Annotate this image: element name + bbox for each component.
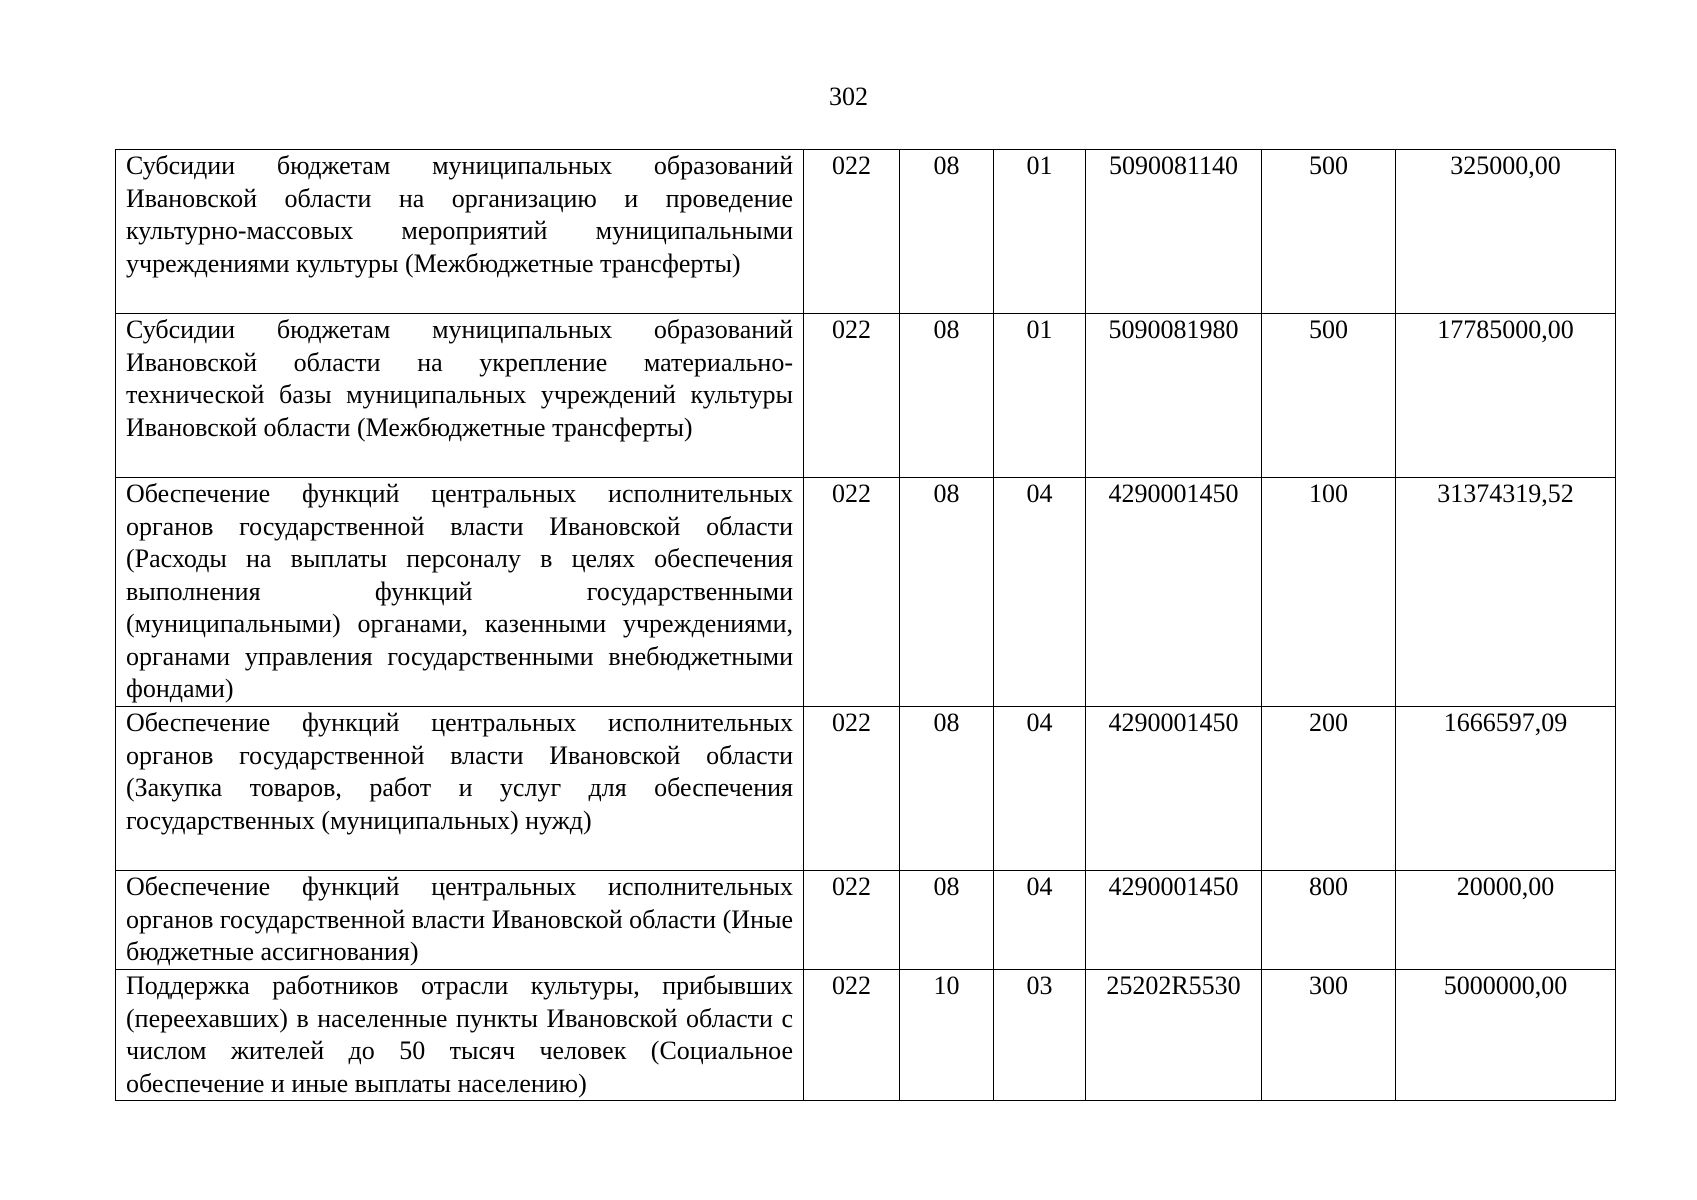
row-section-code: 08: [900, 871, 994, 970]
row-expense-type: 300: [1262, 970, 1396, 1101]
table-row: [116, 314, 1616, 478]
row-amount: 5000000,00: [1396, 970, 1616, 1101]
row-section-code: 08: [900, 150, 994, 314]
row-ministry-code: 022: [804, 150, 900, 314]
row-expense-type: 100: [1262, 478, 1396, 707]
table-row: [116, 478, 1616, 707]
row-description: Субсидии бюджетам муниципальных образований Ивановской области на организацию и проведение культурно-массовых мероприятий муниципальными учреждениями культуры (Межбюджетные трансферты): [116, 150, 804, 314]
row-amount: 17785000,00: [1396, 314, 1616, 478]
row-target-code: 4290001450: [1086, 871, 1262, 970]
row-section-code: 10: [900, 970, 994, 1101]
row-section-code: 08: [900, 478, 994, 707]
row-target-code: 4290001450: [1086, 478, 1262, 707]
row-description: Обеспечение функций центральных исполнительных органов государственной власти Ивановской области (Расходы на выплаты персоналу в целях обеспечения выполнения функций государственными (муниципальными) органами, казенными учреждениями, органами управления государственными внебюджетными фондами): [116, 478, 804, 707]
row-ministry-code: 022: [804, 478, 900, 707]
row-amount: 31374319,52: [1396, 478, 1616, 707]
table-row: [116, 970, 1616, 1101]
row-target-code: 5090081140: [1086, 150, 1262, 314]
row-description: Обеспечение функций центральных исполнительных органов государственной власти Ивановской области (Закупка товаров, работ и услуг для обеспечения государственных (муниципальных) нужд): [116, 707, 804, 871]
row-subsection-code: 03: [994, 970, 1086, 1101]
table-row: [116, 871, 1616, 970]
row-description: Обеспечение функций центральных исполнительных органов государственной власти Ивановской области (Иные бюджетные ассигнования): [116, 871, 804, 970]
row-subsection-code: 04: [994, 707, 1086, 871]
row-ministry-code: 022: [804, 314, 900, 478]
row-subsection-code: 01: [994, 314, 1086, 478]
row-subsection-code: 04: [994, 871, 1086, 970]
row-section-code: 08: [900, 314, 994, 478]
row-section-code: 08: [900, 707, 994, 871]
row-ministry-code: 022: [804, 970, 900, 1101]
row-amount: 20000,00: [1396, 871, 1616, 970]
row-expense-type: 500: [1262, 314, 1396, 478]
row-expense-type: 500: [1262, 150, 1396, 314]
row-subsection-code: 04: [994, 478, 1086, 707]
row-expense-type: 800: [1262, 871, 1396, 970]
table-row: [116, 707, 1616, 871]
row-ministry-code: 022: [804, 871, 900, 970]
row-description: Поддержка работников отрасли культуры, прибывших (переехавших) в населенные пункты Ивановской области с числом жителей до 50 тысяч человек (Социальное обеспечение и иные выплаты населению): [116, 970, 804, 1101]
page-number: 302: [829, 82, 868, 111]
row-amount: 1666597,09: [1396, 707, 1616, 871]
budget-table: [115, 149, 1616, 1101]
row-target-code: 5090081980: [1086, 314, 1262, 478]
row-description: Субсидии бюджетам муниципальных образований Ивановской области на укрепление материально-технической базы муниципальных учреждений культуры Ивановской области (Межбюджетные трансферты): [116, 314, 804, 478]
row-target-code: 25202R5530: [1086, 970, 1262, 1101]
row-ministry-code: 022: [804, 707, 900, 871]
table-row: [116, 150, 1616, 314]
row-expense-type: 200: [1262, 707, 1396, 871]
row-subsection-code: 01: [994, 150, 1086, 314]
row-target-code: 4290001450: [1086, 707, 1262, 871]
row-amount: 325000,00: [1396, 150, 1616, 314]
